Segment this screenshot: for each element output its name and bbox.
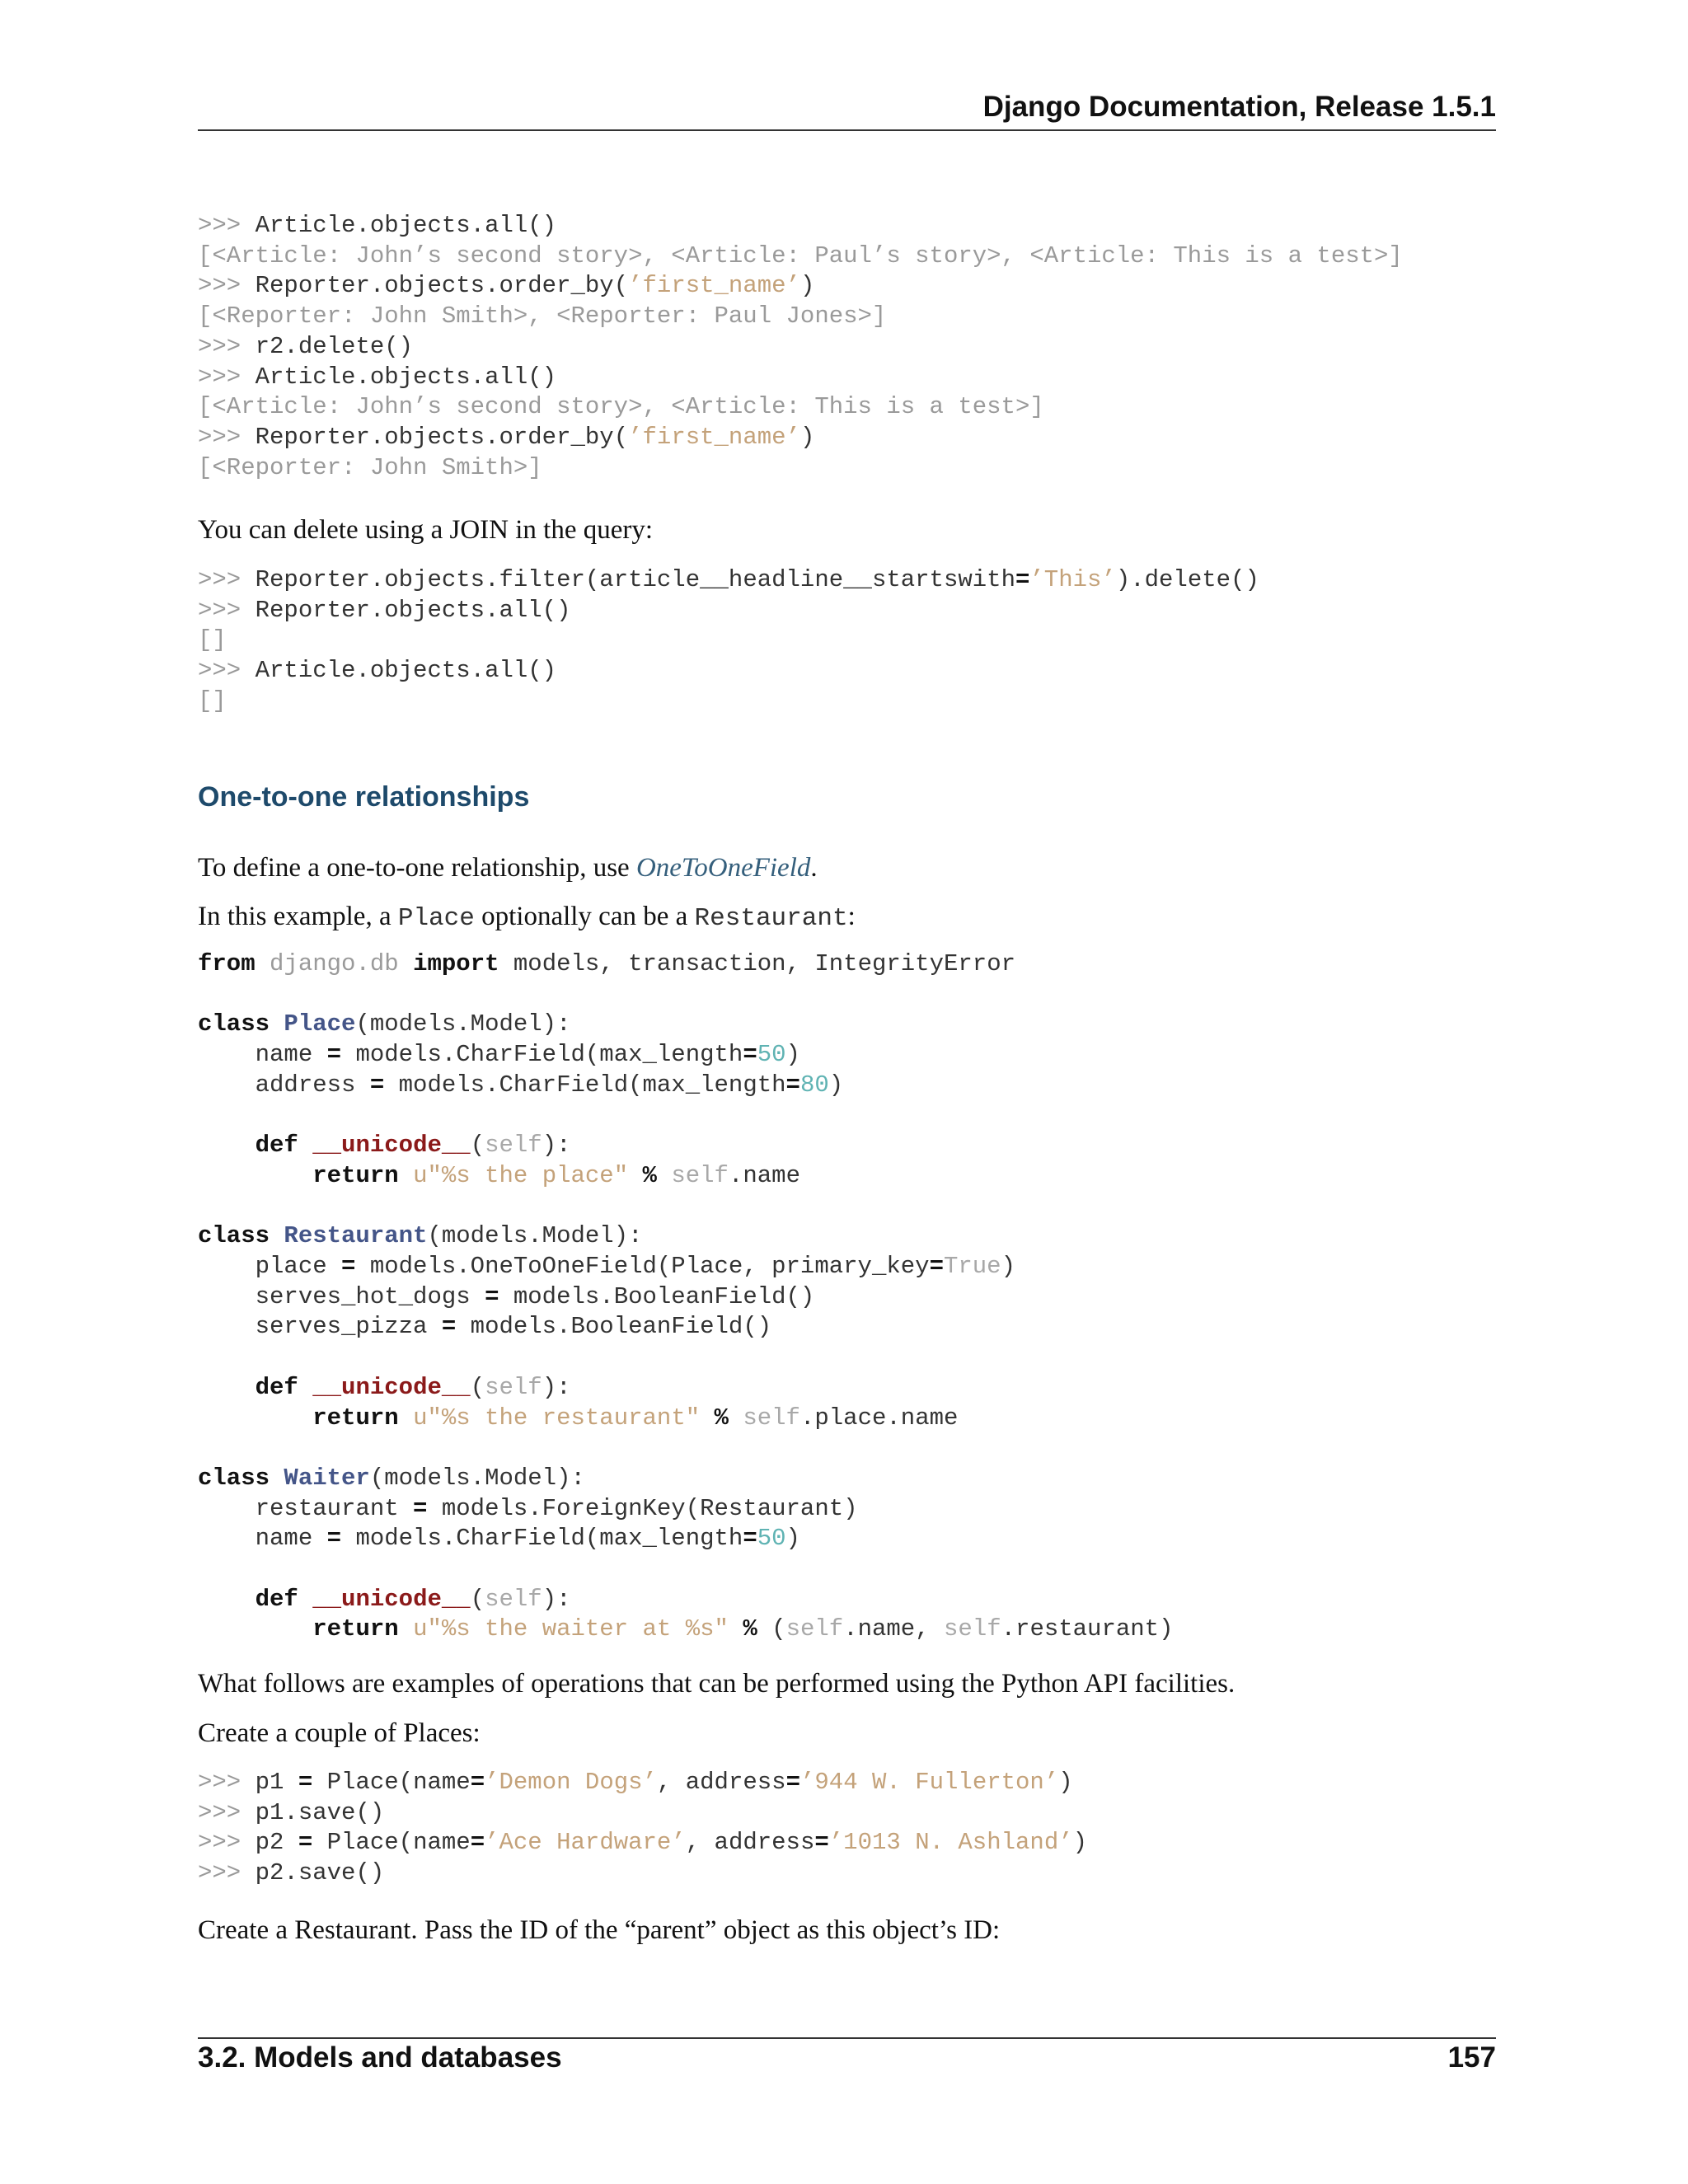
footer-rule <box>198 2037 1496 2039</box>
class-name-token: Waiter <box>284 1464 370 1492</box>
code-text-token: (models.Model): <box>427 1222 643 1250</box>
code-text-token <box>399 950 413 977</box>
code-text-token: p1 <box>255 1769 298 1796</box>
code-text-token: ( <box>470 1132 485 1160</box>
output-token: [] <box>198 626 227 654</box>
keyword-token: class <box>198 1222 270 1250</box>
code-text-token <box>270 1222 284 1249</box>
prompt-token: >>> <box>198 363 256 391</box>
code-text-token: ) <box>1058 1769 1073 1796</box>
header-rule <box>198 129 1496 131</box>
code-text-token: ) <box>785 1525 800 1553</box>
operator-token: = <box>785 1071 800 1099</box>
onetoonefield-link[interactable]: OneToOneField <box>635 853 811 883</box>
prompt-token: >>> <box>198 596 256 624</box>
code-text-token: .name <box>728 1161 800 1189</box>
paragraph-what-follows: What follows are examples of operations that can be performed using the Python API facilities. <box>198 1669 1236 1699</box>
code-text-token: .restaurant) <box>1001 1615 1174 1643</box>
code-text-token: (models.Model): <box>369 1464 585 1492</box>
define-text-suffix: . <box>810 853 818 883</box>
code-text-token: , address <box>685 1829 815 1857</box>
code-text-token: models.ForeignKey(Restaurant) <box>427 1494 858 1522</box>
page-number: 157 <box>1447 2041 1496 2074</box>
code-text-token: ) <box>1072 1829 1088 1857</box>
code-text-token <box>657 1162 671 1189</box>
keyword-token: from <box>198 950 256 977</box>
code-text-token: address <box>198 1071 370 1099</box>
code-text-token: ) <box>785 1041 800 1069</box>
builtin-token: self <box>944 1615 1001 1643</box>
code-text-token <box>729 1615 743 1643</box>
code-text-token <box>729 1404 743 1432</box>
code-text-token <box>198 1132 256 1159</box>
code-text-token: r2.delete() <box>255 332 414 360</box>
operator-token: = <box>929 1253 944 1281</box>
code-text-token: Reporter.objects.order_by( <box>255 423 629 451</box>
builtin-token: self <box>485 1373 542 1401</box>
string-token: ’944 W. Fullerton’ <box>799 1769 1059 1796</box>
class-name-token: Place <box>284 1010 356 1038</box>
code-text-token: p1.save() <box>255 1798 385 1826</box>
prompt-token: >>> <box>198 657 256 685</box>
code-block-models <box>198 949 1173 1645</box>
prompt-token: >>> <box>198 1859 256 1887</box>
code-text-token: .place.name <box>799 1404 959 1432</box>
operator-token: = <box>441 1313 457 1341</box>
operator-token: = <box>413 1494 428 1522</box>
operator-token: = <box>298 1769 313 1796</box>
code-text-token: ): <box>542 1132 571 1160</box>
code-text-token: Article.objects.all() <box>255 363 557 391</box>
code-text-token: serves_hot_dogs <box>198 1282 485 1310</box>
code-text-token <box>198 1374 256 1401</box>
code-text-token: ): <box>542 1373 571 1401</box>
code-text-token: (models.Model): <box>355 1010 571 1038</box>
code-text-token: Reporter.objects.filter(article__headline__startswith <box>255 566 1015 593</box>
code-text-token: ) <box>1001 1253 1015 1281</box>
code-text-token: ( <box>757 1615 786 1643</box>
document-page <box>198 0 1496 2184</box>
code-text-token: models.CharField(max_length <box>341 1525 743 1553</box>
keyword-token: class <box>198 1464 270 1492</box>
operator-token: = <box>814 1829 829 1857</box>
number-token: 50 <box>757 1041 786 1069</box>
string-token: ’1013 N. Ashland’ <box>828 1829 1073 1857</box>
code-text-token <box>270 1010 284 1038</box>
prompt-token: >>> <box>198 1829 256 1857</box>
code-text-token <box>270 1465 284 1492</box>
builtin-token: self <box>671 1161 729 1189</box>
operator-token: % <box>743 1615 757 1643</box>
operator-token: = <box>743 1525 757 1553</box>
code-text-token: Article.objects.all() <box>255 657 557 685</box>
operator-token: = <box>785 1769 800 1796</box>
code-text-token: Reporter.objects.all() <box>255 596 571 624</box>
operator-token: = <box>341 1253 356 1281</box>
string-token: ’Ace Hardware’ <box>485 1829 686 1857</box>
string-token: u"%s the restaurant" <box>413 1404 701 1432</box>
code-text-token: Place(name <box>312 1829 471 1857</box>
code-text-token <box>198 1162 312 1189</box>
keyword-token: class <box>198 1010 270 1038</box>
code-text-token: , address <box>656 1769 786 1796</box>
paragraph-define-one-to-one <box>198 851 818 884</box>
code-text-token <box>298 1586 312 1613</box>
keyword-token: def <box>255 1132 298 1160</box>
code-text-token: name <box>198 1525 327 1553</box>
code-text-token: ( <box>470 1373 485 1401</box>
define-text-prefix: To define a one-to-one relationship, use <box>198 853 636 883</box>
paragraph-example-intro <box>198 900 856 935</box>
code-text-token: models.CharField(max_length <box>341 1041 743 1069</box>
code-text-token: Reporter.objects.order_by( <box>255 272 629 300</box>
footer-section-title: 3.2. Models and databases <box>198 2041 562 2074</box>
prompt-token: >>> <box>198 423 256 451</box>
code-text-token: place <box>198 1253 342 1281</box>
keyword-token: return <box>312 1615 399 1643</box>
code-text-token <box>399 1615 413 1643</box>
prompt-token: >>> <box>198 212 256 239</box>
output-token: [<Article: John’s second story>, <Article: This is a test>] <box>198 393 1044 421</box>
code-text-token: ): <box>542 1585 571 1613</box>
inline-code-restaurant: Restaurant <box>694 904 848 933</box>
operator-token: = <box>470 1829 485 1857</box>
operator-token: = <box>1015 566 1030 593</box>
code-text-token <box>298 1132 312 1159</box>
operator-token: = <box>470 1769 485 1796</box>
builtin-token: self <box>743 1404 800 1432</box>
code-text-token <box>198 1586 256 1613</box>
string-token: ’first_name’ <box>628 272 800 300</box>
running-header-title: Django Documentation, Release 1.5.1 <box>982 91 1496 123</box>
example-text-2: optionally can be a <box>474 902 695 931</box>
keyword-token: import <box>413 950 499 977</box>
builtin-token: True <box>943 1253 1001 1281</box>
prompt-token: >>> <box>198 332 256 360</box>
code-block-delete-example <box>198 211 1403 483</box>
code-text-token <box>298 1374 312 1401</box>
code-text-token: .name, <box>843 1615 945 1643</box>
keyword-token: def <box>255 1373 298 1401</box>
code-text-token: ).delete() <box>1115 566 1259 593</box>
function-name-token: __unicode__ <box>312 1585 471 1613</box>
operator-token: = <box>369 1071 385 1099</box>
code-text-token <box>256 950 270 977</box>
code-text-token <box>198 1404 312 1432</box>
prompt-token: >>> <box>198 1798 256 1826</box>
string-token: u"%s the waiter at %s" <box>413 1615 729 1643</box>
prompt-token: >>> <box>198 272 256 300</box>
code-text-token: ) <box>799 272 815 300</box>
string-token: u"%s the place" <box>413 1161 629 1189</box>
code-block-delete-join <box>198 565 1259 717</box>
code-text-token: restaurant <box>198 1494 414 1522</box>
keyword-token: def <box>255 1585 298 1613</box>
builtin-token: self <box>785 1615 844 1643</box>
code-text-token: serves_pizza <box>198 1313 442 1341</box>
function-name-token: __unicode__ <box>312 1373 471 1401</box>
prompt-token: >>> <box>198 566 256 593</box>
code-text-token: models.BooleanField() <box>456 1313 772 1341</box>
code-text-token: models, transaction, IntegrityError <box>499 950 1016 977</box>
builtin-token: self <box>485 1132 542 1160</box>
example-text-3: : <box>847 902 856 931</box>
code-text-token: models.BooleanField() <box>499 1282 815 1310</box>
code-text-token: ) <box>799 423 815 451</box>
builtin-token: self <box>485 1585 542 1613</box>
keyword-token: return <box>312 1404 399 1432</box>
operator-token: = <box>326 1041 342 1069</box>
paragraph-create-restaurant: Create a Restaurant. Pass the ID of the “parent” object as this object’s ID: <box>198 1915 1001 1945</box>
keyword-token: return <box>312 1161 399 1189</box>
code-text-token <box>399 1404 413 1432</box>
code-block-create-places <box>198 1768 1087 1889</box>
code-text-token: p2 <box>255 1829 298 1857</box>
operator-token: % <box>714 1404 729 1432</box>
function-name-token: __unicode__ <box>312 1132 471 1160</box>
string-token: ’first_name’ <box>628 423 800 451</box>
string-token: ’Demon Dogs’ <box>485 1769 657 1796</box>
number-token: 50 <box>757 1525 786 1553</box>
string-token: ’This’ <box>1029 566 1116 593</box>
inline-code-place: Place <box>397 904 475 933</box>
output-token: [<Reporter: John Smith>] <box>198 453 542 481</box>
paragraph-create-places: Create a couple of Places: <box>198 1718 481 1748</box>
code-text-token <box>628 1162 642 1189</box>
class-name-token: Restaurant <box>284 1222 428 1250</box>
output-token: [<Article: John’s second story>, <Article: Paul’s story>, <Article: This is a test>] <box>198 241 1403 269</box>
output-token: [] <box>198 687 227 715</box>
operator-token: = <box>298 1829 313 1857</box>
code-text-token <box>198 1615 312 1643</box>
code-text-token: Place(name <box>312 1769 471 1796</box>
operator-token: = <box>326 1525 342 1553</box>
code-text-token: models.CharField(max_length <box>384 1071 786 1099</box>
example-text-1: In this example, a <box>198 902 398 931</box>
module-name-token: django.db <box>270 950 399 977</box>
operator-token: % <box>642 1161 657 1189</box>
number-token: 80 <box>799 1071 829 1099</box>
code-text-token <box>700 1404 714 1432</box>
paragraph-delete-join: You can delete using a JOIN in the query: <box>198 515 654 545</box>
operator-token: = <box>743 1041 757 1069</box>
output-token: [<Reporter: John Smith>, <Reporter: Paul Jones>] <box>198 302 887 330</box>
prompt-token: >>> <box>198 1769 256 1796</box>
code-text-token: ( <box>470 1585 485 1613</box>
code-text-token: p2.save() <box>255 1859 385 1887</box>
section-heading-one-to-one: One-to-one relationships <box>198 781 530 813</box>
code-text-token <box>399 1162 413 1189</box>
code-text-token: ) <box>828 1071 844 1099</box>
code-text-token: name <box>198 1041 327 1069</box>
code-text-token: Article.objects.all() <box>255 212 557 239</box>
code-text-token: models.OneToOneField(Place, primary_key <box>355 1253 930 1281</box>
operator-token: = <box>485 1282 499 1310</box>
